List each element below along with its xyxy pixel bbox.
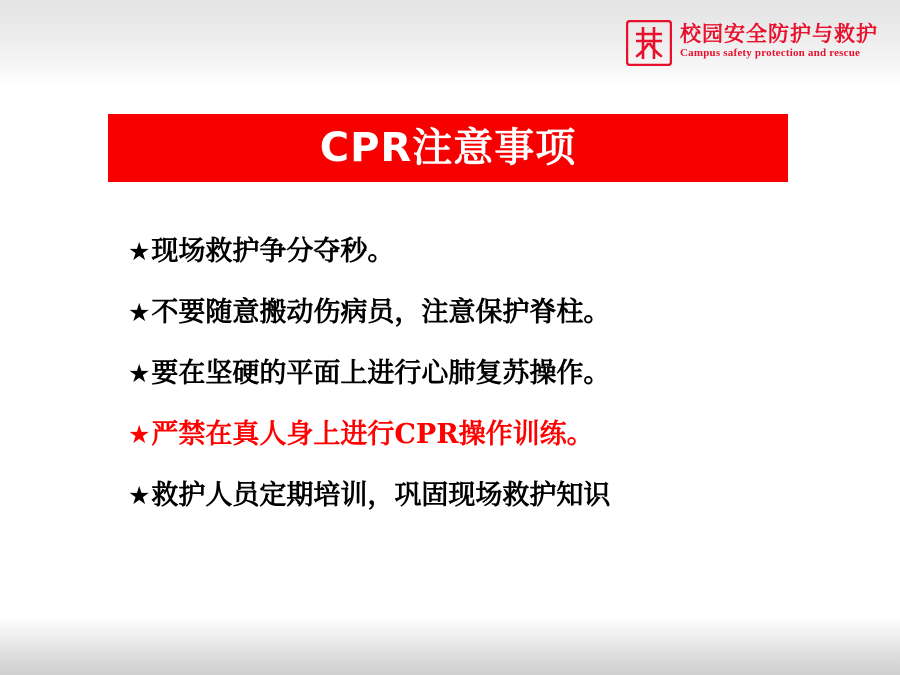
list-item-text: 严禁在真人身上进行CPR操作训练。 (151, 419, 594, 451)
list-item (128, 480, 828, 511)
bullet-star-icon: ★ (128, 359, 151, 389)
list-item-text: 现场救护争分夺秒。 (151, 236, 395, 267)
bullet-star-icon: ★ (128, 237, 151, 266)
list-item (128, 236, 828, 267)
list-item (128, 297, 828, 328)
logo-chinese-name: 校园安全防护与救护 (680, 22, 878, 46)
logo-text (680, 20, 878, 60)
page-title: CPR注意事项 (319, 125, 577, 171)
bullet-star-icon: ★ (128, 298, 151, 328)
bullet-star-icon: ★ (128, 481, 151, 511)
list-item-text: 要在坚硬的平面上进行心肺复苏操作。 (151, 358, 611, 390)
list-item (128, 358, 828, 389)
list-item-text: 救护人员定期培训，巩固现场救护知识 (151, 480, 611, 512)
logo-english-name: Campus safety protection and rescue (680, 47, 861, 59)
list-item-highlighted (128, 419, 828, 450)
bullet-list (128, 236, 828, 541)
brand-logo (626, 20, 878, 66)
logo-mark-icon (626, 20, 672, 66)
bullet-star-icon: ★ (128, 420, 151, 450)
footer-band (0, 617, 900, 675)
title-banner (108, 114, 788, 182)
list-item-text: 不要随意搬动伤病员，注意保护脊柱。 (151, 297, 611, 329)
